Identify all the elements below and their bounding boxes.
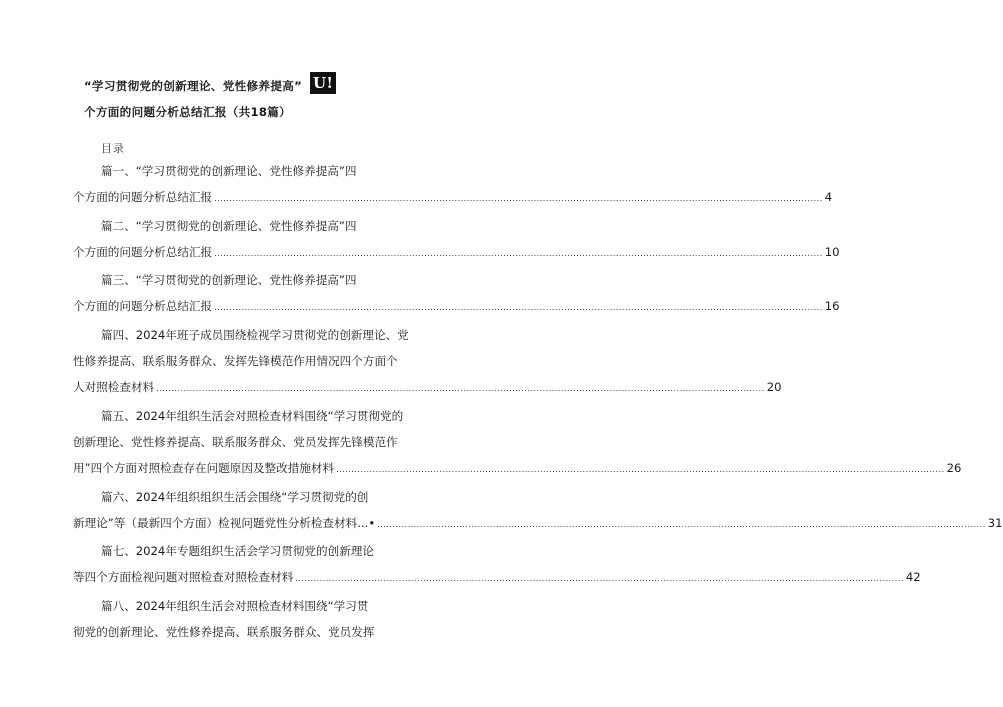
toc-entry-line: 篇三、“学习贯彻党的创新理论、党性修养提高”四 [101, 273, 357, 288]
toc-entry-line: 创新理论、党性修养提高、联系服务群众、党员发挥先锋模范作 [73, 434, 398, 449]
toc-entry[interactable] [73, 538, 921, 593]
toc-entry[interactable] [73, 593, 433, 646]
toc-entry[interactable] [73, 213, 840, 268]
toc-entry-text: 人对照检查材料 [73, 380, 155, 395]
dot-leader: ........................................................................................................................................................................................................ [214, 303, 823, 313]
toc-entry-line: 篇五、2024年组织生活会对照检查材料围绕“学习贯彻党的 [101, 408, 404, 423]
dot-leader: ........................................................................................................................................................................................................ [377, 519, 986, 529]
toc-page-number: 16 [824, 299, 840, 314]
toc-entry-text: 等四个方面检视问题对照检查对照检查材料 [73, 570, 294, 585]
toc-entry-last-line [73, 293, 840, 321]
toc-page-number: 31 [987, 515, 1003, 530]
toc-entry-line: 篇二、“学习贯彻党的创新理论、党性修养提高”四 [101, 218, 357, 233]
toc-entry-line: 篇八、2024年组织生活会对照检查材料围绕“学习贯 [101, 598, 369, 613]
toc-page-number: 20 [766, 380, 782, 395]
toc-entry[interactable] [73, 158, 833, 213]
toc-entry[interactable] [73, 267, 840, 322]
toc-heading: 目录 [101, 142, 125, 155]
toc-page-number: 4 [824, 190, 833, 205]
toc-entry-last-line [73, 510, 1003, 538]
toc-entry[interactable] [73, 484, 1003, 539]
toc-entry-line: 篇一、“学习贯彻党的创新理论、党性修养提高”四 [101, 164, 357, 178]
toc-entry-last-line [73, 455, 962, 483]
toc-entry-text: 个方面的问题分析总结汇报 [73, 299, 213, 314]
toc-entry-line: 篇六、2024年组织组织生活会围绕“学习贯彻党的创 [101, 489, 369, 504]
toc-entry-text: 个方面的问题分析总结汇报 [73, 244, 213, 259]
title-line-1 [84, 72, 444, 99]
toc-entry-last-line [73, 564, 921, 592]
dot-leader: ........................................................................................................................................................................................................ [214, 248, 823, 258]
dot-leader: ........................................................................................................................................................................................................ [214, 194, 823, 204]
title-line-2: 个方面的问题分析总结汇报（共18篇） [84, 105, 292, 120]
title-line-1-text: “学习贯彻党的创新理论、党性修养提高” [84, 79, 303, 93]
title-badge: U! [310, 72, 336, 94]
dot-leader: ........................................................................................................................................................................................................ [156, 384, 765, 394]
toc-page-number: 10 [824, 244, 840, 259]
toc-entry-line: 篇七、2024年专题组织生活会学习贯彻党的创新理论 [101, 544, 374, 559]
toc-entry-line: 性修养提高、联系服务群众、发挥先锋模范作用情况四个方面个 [73, 354, 398, 369]
toc-entry-text: 个方面的问题分析总结汇报 [73, 190, 213, 205]
toc-page-number: 42 [905, 570, 921, 585]
toc-entry-line: 彻党的创新理论、党性修养提高、联系服务群众、党员发挥 [73, 625, 375, 640]
document-title [84, 72, 444, 126]
toc-entry-last-line [73, 239, 840, 267]
toc-entry-text: 新理论”等（最新四个方面）检视问题党性分析检查材料...• [73, 515, 376, 530]
toc-entry[interactable] [73, 322, 782, 403]
toc-entry-last-line [73, 184, 833, 212]
toc-entry[interactable] [73, 403, 962, 484]
dot-leader: ........................................................................................................................................................................................................ [336, 465, 945, 475]
toc-entry-line: 篇四、2024年班子成员围绕检视学习贯彻党的创新理论、党 [101, 327, 409, 342]
toc-entry-last-line [73, 374, 782, 402]
dot-leader: ........................................................................................................................................................................................................ [295, 574, 904, 584]
table-of-contents [73, 158, 1003, 645]
toc-entry-text: 用”四个方面对照检查存在问题原因及整改措施材料 [73, 461, 335, 476]
toc-page-number: 26 [946, 461, 962, 476]
